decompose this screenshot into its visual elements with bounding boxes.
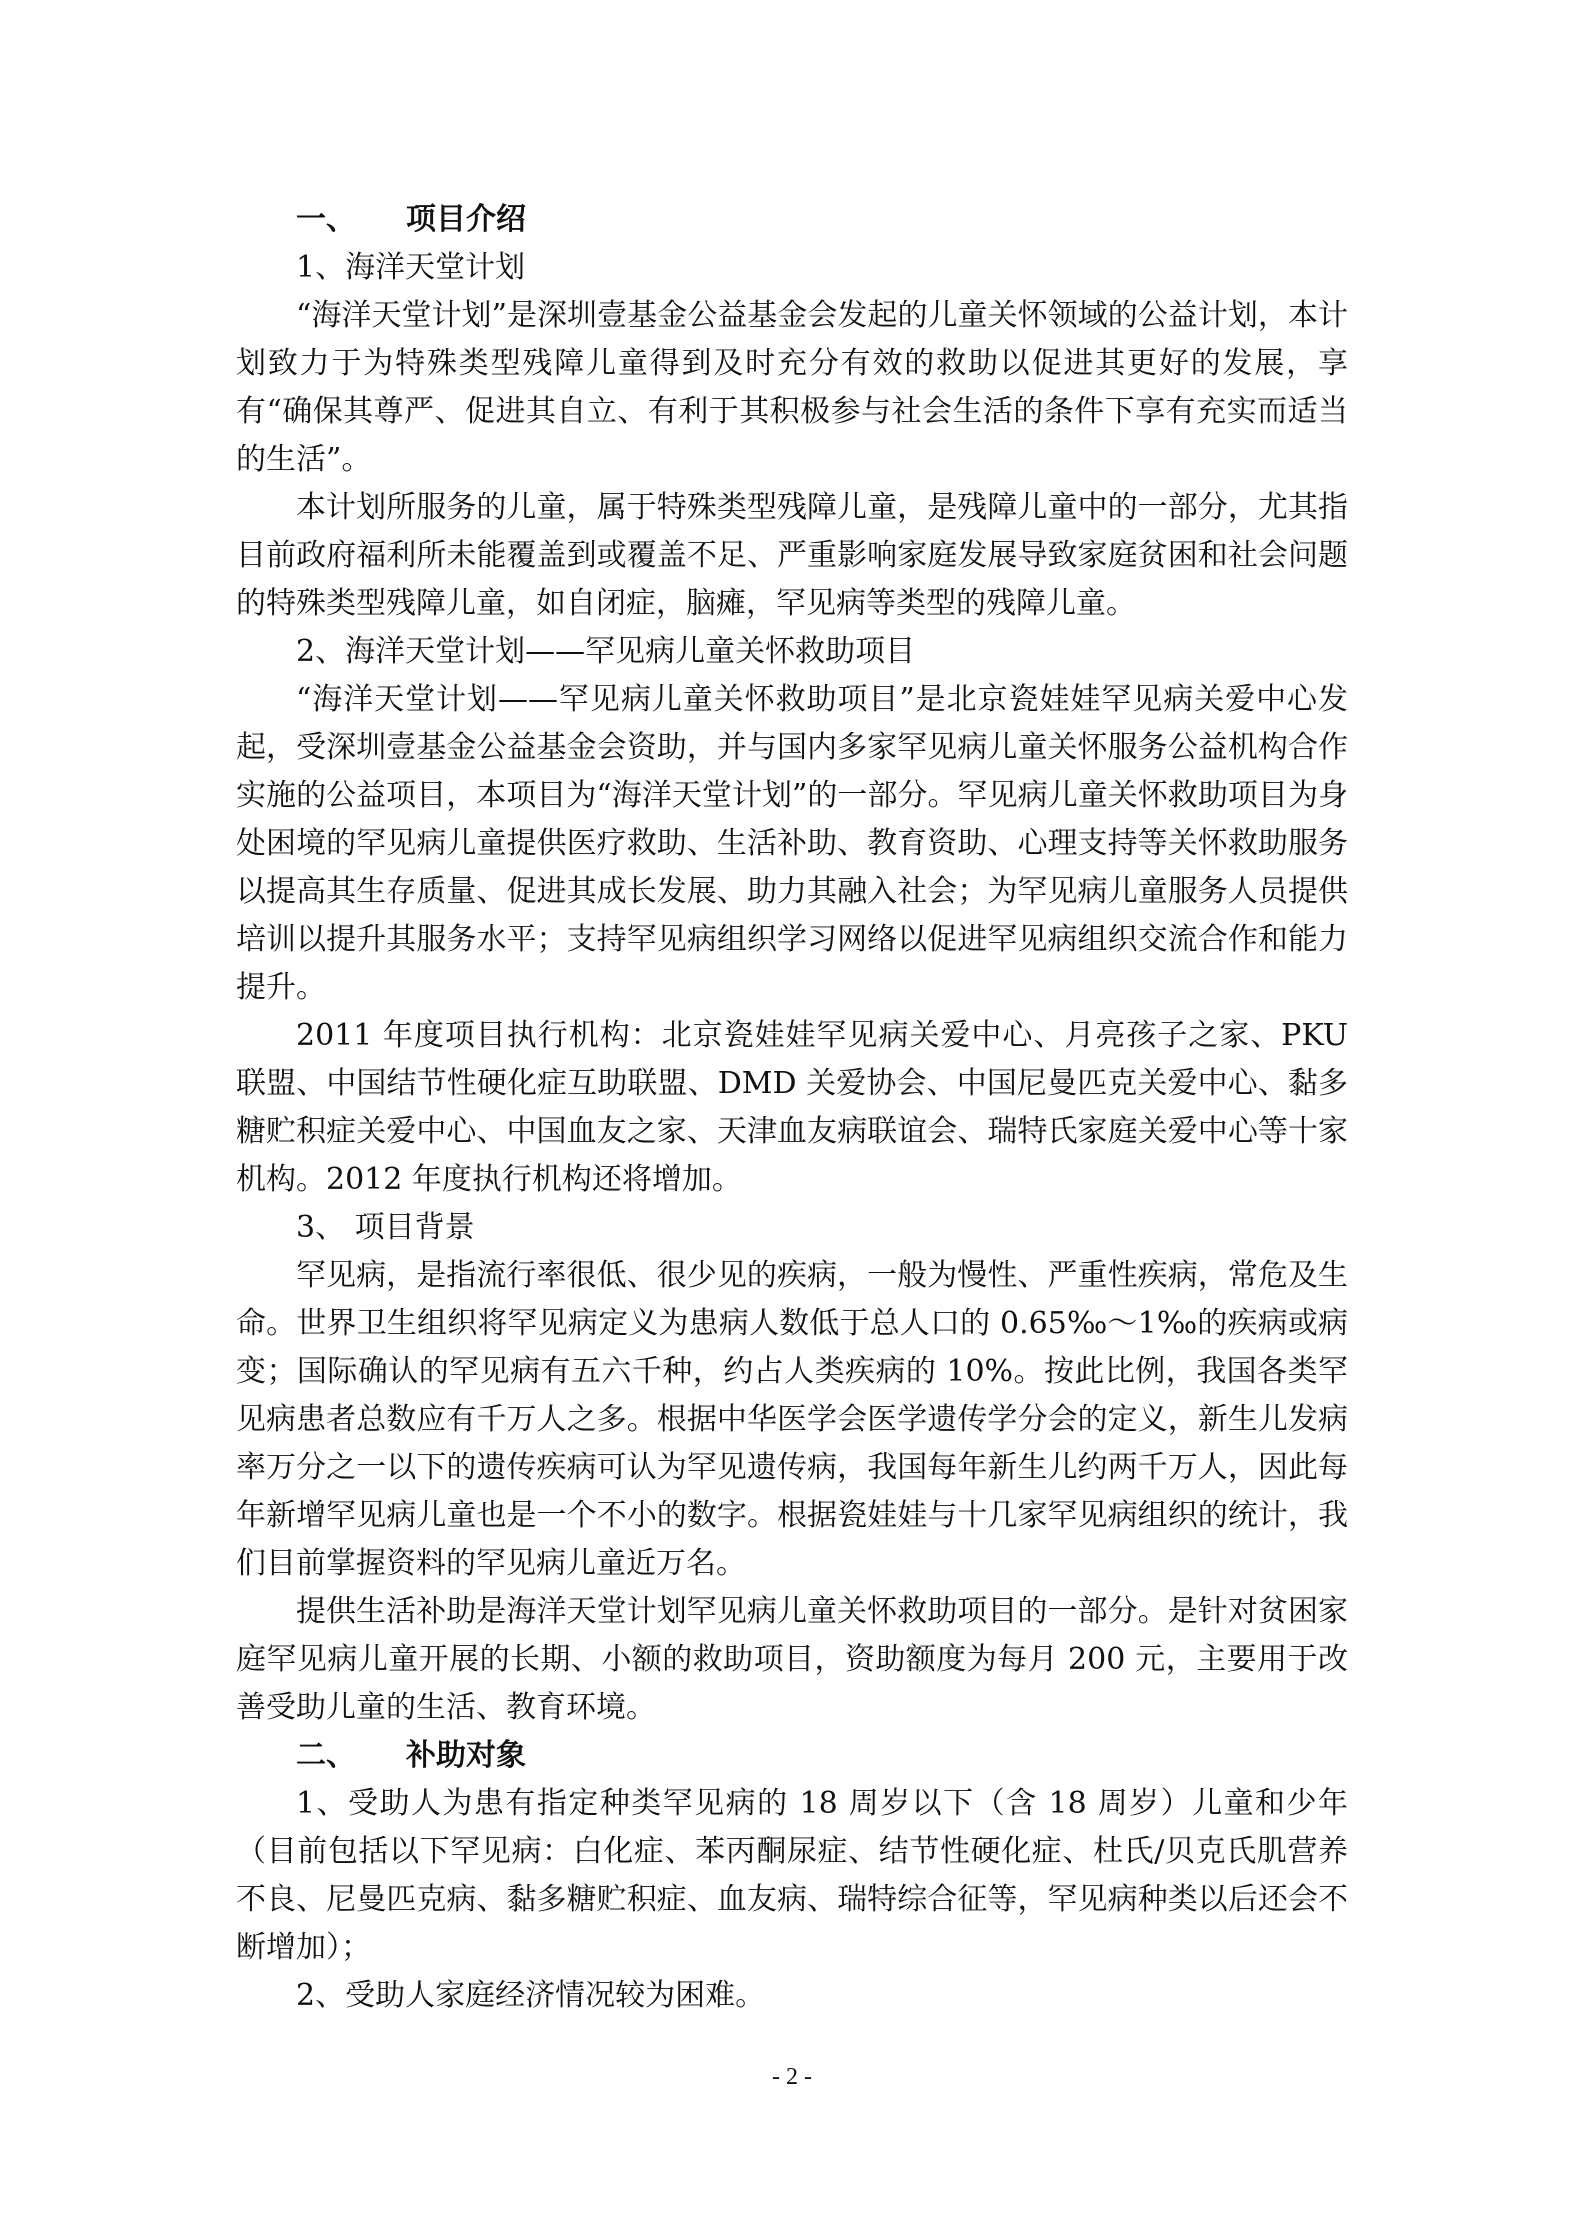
paragraph: 2011 年度项目执行机构：北京瓷娃娃罕见病关爱中心、月亮孩子之家、PKU 联盟、中国结节性硬化症互助联盟、DMD 关爱协会、中国尼曼匹克关爱中心、黏多糖贮积症关爱中心、中国血友之家、天津血友病联谊会、瑞特氏家庭关爱中心等十家机构。2012 年度执行机构还将增加。 <box>236 1018 1348 1197</box>
section-title: 补助对象 <box>406 1738 526 1773</box>
section-title: 项目介绍 <box>406 202 526 237</box>
subsection-heading: 1、海洋天堂计划 <box>296 250 526 285</box>
paragraph: 本计划所服务的儿童，属于特殊类型残障儿童，是残障儿童中的一部分，尤其指目前政府福利所未能覆盖到或覆盖不足、严重影响家庭发展导致家庭贫困和社会问题的特殊类型残障儿童，如自闭症，脑瘫，罕见病等类型的残障儿童。 <box>236 490 1348 621</box>
subsection-heading: 2、海洋天堂计划——罕见病儿童关怀救助项目 <box>296 634 916 669</box>
paragraph: “海洋天堂计划——罕见病儿童关怀救助项目”是北京瓷娃娃罕见病关爱中心发起，受深圳壹基金公益基金会资助，并与国内多家罕见病儿童关怀服务公益机构合作实施的公益项目，本项目为“海洋天堂计划”的一部分。罕见病儿童关怀救助项目为身处困境的罕见病儿童提供医疗救助、生活补助、教育资助、心理支持等关怀救助服务以提高其生存质量、促进其成长发展、助力其融入社会；为罕见病儿童服务人员提供培训以提升其服务水平；支持罕见病组织学习网络以促进罕见病组织交流合作和能力提升。 <box>236 682 1348 1005</box>
paragraph: 罕见病，是指流行率很低、很少见的疾病，一般为慢性、严重性疾病，常危及生命。世界卫生组织将罕见病定义为患病人数低于总人口的 0.65‰～1‰的疾病或病变；国际确认的罕见病有五六千种，约占人类疾病的 10%。按此比例，我国各类罕见病患者总数应有千万人之多。根据中华医学会医学遗传学分会的定义，新生儿发病率万分之一以下的遗传疾病可认为罕见遗传病，我国每年新生儿约两千万人，因此每年新增罕见病儿童也是一个不小的数字。根据瓷娃娃与十几家罕见病组织的统计，我们目前掌握资料的罕见病儿童近万名。 <box>236 1258 1348 1581</box>
page-body <box>236 196 1348 2020</box>
section-heading <box>236 196 1348 244</box>
subsection-heading: 3、 项目背景 <box>296 1210 475 1245</box>
section-number: 一、 <box>296 202 356 237</box>
paragraph: 1、受助人为患有指定种类罕见病的 18 周岁以下（含 18 周岁）儿童和少年（目前包括以下罕见病：白化症、苯丙酮尿症、结节性硬化症、杜氏/贝克氏肌营养不良、尼曼匹克病、黏多糖贮积症、血友病、瑞特综合征等，罕见病种类以后还会不断增加）； <box>236 1786 1348 1965</box>
section-heading <box>236 1732 1348 1780</box>
paragraph: 提供生活补助是海洋天堂计划罕见病儿童关怀救助项目的一部分。是针对贫困家庭罕见病儿童开展的长期、小额的救助项目，资助额度为每月 200 元，主要用于改善受助儿童的生活、教育环境。 <box>236 1594 1348 1725</box>
paragraph: “海洋天堂计划”是深圳壹基金公益基金会发起的儿童关怀领域的公益计划，本计划致力于为特殊类型残障儿童得到及时充分有效的救助以促进其更好的发展，享有“确保其尊严、促进其自立、有利于其积极参与社会生活的条件下享有充实而适当的生活”。 <box>236 298 1348 477</box>
paragraph: 2、受助人家庭经济情况较为困难。 <box>296 1978 766 2013</box>
section-number: 二、 <box>296 1738 356 1773</box>
page-number: - 2 - <box>772 2064 812 2090</box>
